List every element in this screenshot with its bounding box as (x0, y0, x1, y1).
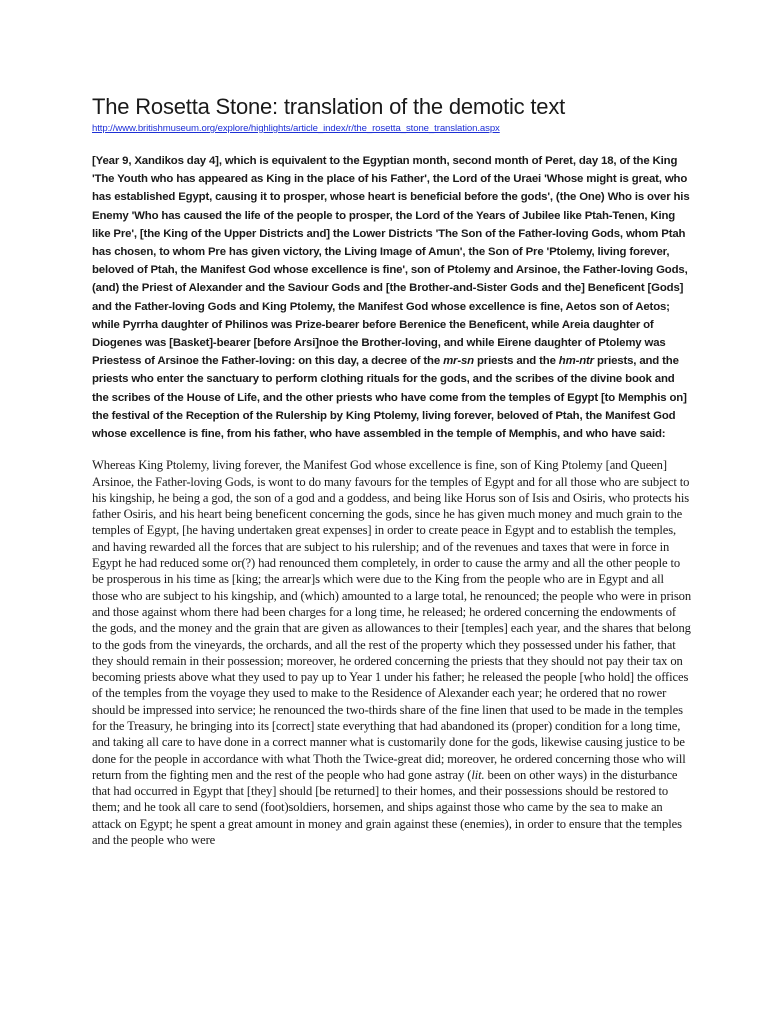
demotic-term-hm-ntr: hm-ntr (558, 355, 594, 368)
demotic-text-part-1: [Year 9, Xandikos day 4], which is equivalent to the Egyptian month, second month of Peret, day 18, of the King 'The Youth who has appeared as King in the place of his Father', the Lord of the Uraei 'Whose might is great, who has established Egypt, causing it to prosper, whose heart is beneficial before the gods', (the One) Who is over his Enemy 'Who has caused the life of the people to prosper, the Lord of the Years of Jubilee like Ptah-Tenen, King like Pre', [the King of the Upper Districts and] the Lower Districts 'The Son of the Father-loving Gods, whom Ptah has chosen, to whom Pre has given victory, the Living Image of Amun', the Son of Pre 'Ptolemy, living forever, beloved of Ptah, the Manifest God whose excellence is fine', son of Ptolemy and Arsinoe, the Father-loving Gods, (and) the Priest of Alexander and the Saviour Gods and [the Brother-and-Sister Gods and the] Beneficent [Gods] and the Father-loving Gods and King Ptolemy, the Manifest God whose excellence is fine, Aetos son of Aetos; while Pyrrha daughter of Philinos was Prize-bearer before Berenice the Beneficent, while Areia daughter of Diogenes was [Basket]-bearer [before Arsi]noe the Brother-loving, and while Eirene daughter of Ptolemy was Priestess of Arsinoe the Father-loving: on this day, a decree of the (92, 155, 690, 368)
demotic-paragraph (92, 152, 692, 443)
demotic-term-mr-sn: mr-sn (443, 355, 474, 368)
translation-term-lit: lit. (471, 767, 485, 782)
demotic-text-part-2: priests and the (473, 355, 559, 368)
document-page (92, 92, 692, 848)
translation-text-part-1: Whereas King Ptolemy, living forever, the Manifest God whose excellence is fine, son of King Ptolemy [and Queen] Arsinoe, the Father-loving Gods, is wont to do many favours for the temples of Egypt and for all those who are subject to his kingship, he being a god, the son of a god and a goddess, and being like Horus son of Isis and Osiris, who protects his father Osiris, and his heart being beneficent concerning the gods, since he has given much money and much grain to the temples of Egypt, [he having undertaken great expenses] in order to create peace in Egypt and to establish the temples, and having rewarded all the forces that are subject to his rulership; and of the revenues and taxes that were in force in Egypt he had reduced some or(?) had renounced them completely, in order to cause the army and all the other people to be prosperous in his time as [king; the arrear]s which were due to the King from the people who are in Egypt and all those who are subject to his kingship, and (which) amounted to a large total, he renounced; the people who were in prison and those against whom there had been charges for a long time, he released; he ordered concerning the endowments of the gods, and the money and the grain that are given as allowances to their [temples] each year, and the shares that belong to the gods from the vineyards, the orchards, and all the rest of the property which they possessed under his father, that they should remain in their possession; moreover, he ordered concerning the priests that they should not pay their tax on becoming priests above what they used to pay up to Year 1 under his father; he released the people [who hold] the offices of the temples from the voyage they used to make to the Residence of Alexander each year; he ordered that no rower should be impressed into service; he renounced the two-thirds share of the fine linen that used to be made in the temples for the Treasury, he bringing into its [correct] state everything that had abandoned its (proper) condition for a long time, and taking all care to have done in a correct manner what is customarily done for the gods, likewise causing justice to be done for the people in accordance with what Thoth the Twice-great did; moreover, he ordered concerning those who will return from the fighting men and the rest of the people who had gone astray ( (92, 458, 692, 782)
demotic-text-part-3: priests, and the priests who enter the sanctuary to perform clothing rituals for the gods, and the scribes of the divine book and the scribes of the House of Life, and the other priests who have come from the temples of Egypt [to Memphis on] the festival of the Reception of the Rulership by King Ptolemy, living forever, beloved of Ptah, the Manifest God whose excellence is fine, from his father, who have assembled in the temple of Memphis, and who have said: (92, 355, 687, 441)
translation-text-part-2: been on other ways) in the disturbance that had occurred in Egypt that [they] should [be returned] to their homes, and their possessions should be restored to them; and he took all care to send (foot)soldiers, horsemen, and ships against those who came by the sea to make an attack on Egypt; he spent a great amount in money and grain against these (enemies), in order to ensure that the temples and the people who were (92, 767, 682, 848)
page-title: The Rosetta Stone: translation of the demotic text (92, 94, 566, 119)
source-link[interactable]: http://www.britishmuseum.org/explore/highlights/article_index/r/the_rosetta_stone_translation.aspx (92, 123, 500, 134)
translation-paragraph (92, 457, 692, 848)
